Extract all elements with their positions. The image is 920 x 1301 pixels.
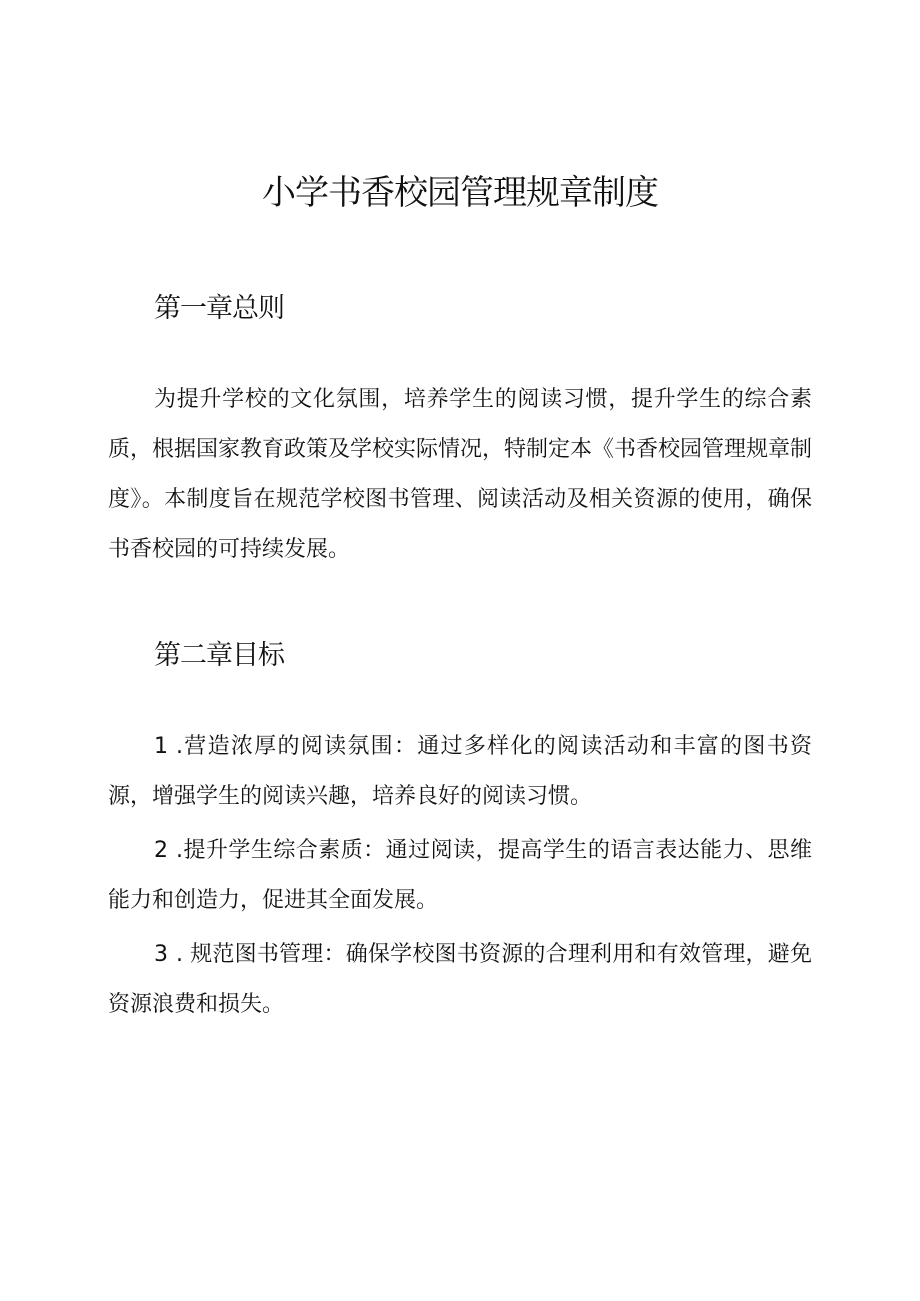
list-item-number: 1 [154, 734, 168, 759]
document-title: 小学书香校园管理规章制度 [262, 173, 658, 213]
list-item-text: .营造浓厚的阅读氛围：通过多样化的阅读活动和丰富的图书资源，增强学生的阅读兴趣，培养良好的阅读习惯。 [108, 734, 812, 809]
list-item-number: 3 [154, 942, 168, 967]
section-general-principles [108, 289, 812, 575]
section-paragraph: 为提升学校的文化氛围，培养学生的阅读习惯，提升学生的综合素质，根据国家教育政策及学校实际情况，特制定本《书香校园管理规章制度》。本制度旨在规范学校图书管理、阅读活动及相关资源的使用，确保书香校园的可持续发展。 [108, 387, 813, 562]
list-item [108, 722, 812, 822]
list-item [108, 930, 812, 1030]
section-goals [108, 636, 812, 1034]
list-item-number: 2 [154, 838, 168, 863]
list-item-text: .提升学生综合素质：通过阅读，提高学生的语言表达能力、思维能力和创造力，促进其全面发展。 [108, 838, 812, 913]
section-heading: 第二章目标 [154, 640, 284, 671]
section-heading: 第一章总则 [154, 293, 284, 324]
list-item-text: . 规范图书管理：确保学校图书资源的合理利用和有效管理，避免资源浪费和损失。 [108, 942, 812, 1017]
goals-list [108, 722, 812, 1030]
list-item [108, 826, 812, 926]
